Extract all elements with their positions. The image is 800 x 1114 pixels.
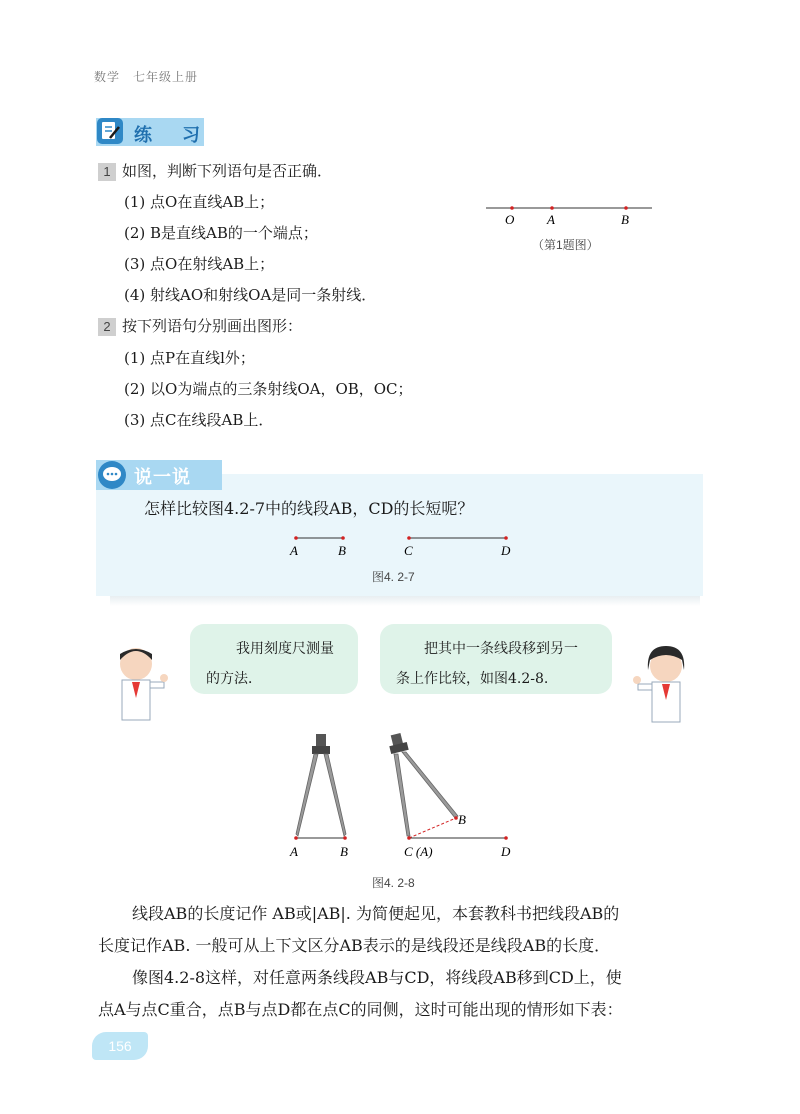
speech-bubble-left	[190, 624, 358, 694]
q2-item-2: (2) 以O为端点的三条射线OA，OB，OC；	[124, 380, 413, 398]
page-number: 156	[92, 1032, 148, 1060]
q2-item-1: (1) 点P在直线l外；	[124, 349, 255, 367]
q1-figure	[480, 196, 660, 236]
label-d-right: D	[501, 844, 511, 859]
figure-4-2-7	[286, 530, 516, 560]
label-a: A	[290, 543, 298, 558]
point-a	[550, 206, 554, 210]
figure-4-2-7-caption: 图4. 2-7	[372, 570, 415, 584]
label-d: D	[501, 543, 511, 558]
bubble-left-line-1: 我用刻度尺测量	[236, 641, 334, 657]
q2-stem-row	[98, 315, 302, 337]
point-b	[341, 536, 345, 540]
q1-item-2: (2) B是直线AB的一个端点；	[124, 224, 318, 242]
point-b	[624, 206, 628, 210]
bubble-right-line-2: 条上作比较，如图4.2-8.	[396, 671, 549, 687]
q1-number: 1	[98, 163, 116, 181]
label-a-left: A	[290, 844, 298, 859]
point-a	[294, 536, 298, 540]
q1-figure-caption: （第1题图）	[532, 238, 599, 252]
paragraph-1-line-2: 长度记作AB. 一般可从上下文区分AB表示的是线段还是线段AB的长度．	[98, 936, 611, 955]
bubble-left-line-2: 的方法．	[206, 671, 262, 687]
dashed-arc-guide	[409, 818, 456, 838]
bubble-right-line-1: 把其中一条线段移到另一	[424, 641, 578, 657]
point-d-right	[504, 836, 508, 840]
label-b-right: B	[458, 812, 466, 827]
label-c-a: C (A)	[404, 844, 433, 859]
label-b-left: B	[340, 844, 348, 859]
label-c: C	[404, 543, 413, 558]
q1-item-3: (3) 点O在射线AB上；	[124, 255, 275, 273]
q1-item-4: (4) 射线AO和射线OA是同一条射线．	[124, 286, 377, 304]
compass-right	[389, 733, 458, 836]
label-b: B	[338, 543, 346, 558]
point-d	[504, 536, 508, 540]
page-header: 数学 七年级上册	[94, 70, 199, 84]
label-a: A	[547, 212, 555, 227]
point-c-right	[407, 836, 411, 840]
speak-question: 怎样比较图4.2-7中的线段AB，CD的长短呢？	[144, 499, 474, 518]
pencil-icon	[97, 118, 123, 144]
practice-title: 练 习	[134, 125, 206, 146]
figure-4-2-8-caption: 图4. 2-8	[372, 876, 415, 890]
q2-item-3: (3) 点C在线段AB上．	[124, 411, 274, 429]
paragraph-1-line-1: 线段AB的长度记作 AB或|AB|. 为简便起见，本套教科书把线段AB的	[132, 904, 620, 923]
q1-stem-row	[98, 160, 332, 182]
compass-left	[296, 734, 346, 836]
q2-number: 2	[98, 318, 116, 336]
paragraph-2-line-1: 像图4.2-8这样，对任意两条线段AB与CD，将线段AB移到CD上，使	[132, 968, 622, 987]
speak-title: 说一说	[134, 467, 191, 488]
q2-stem: 按下列语句分别画出图形：	[122, 317, 303, 335]
q1-stem: 如图，判断下列语句是否正确．	[122, 162, 333, 180]
girl-figure	[628, 640, 698, 730]
point-o	[510, 206, 514, 210]
paragraph-2-line-2: 点A与点C重合，点B与点D都在点C的同侧，这时可能出现的情形如下表：	[98, 1000, 623, 1019]
q1-item-1: (1) 点O在直线AB上；	[124, 193, 275, 211]
point-c	[407, 536, 411, 540]
chat-bubble-icon	[98, 461, 126, 489]
point-b-left	[343, 836, 347, 840]
label-b: B	[621, 212, 629, 227]
boy-figure	[104, 640, 174, 730]
label-o: O	[505, 212, 515, 227]
speech-bubble-right	[380, 624, 612, 694]
figure-4-2-8	[280, 730, 530, 865]
point-a-left	[294, 836, 298, 840]
speak-shadow	[110, 596, 700, 606]
